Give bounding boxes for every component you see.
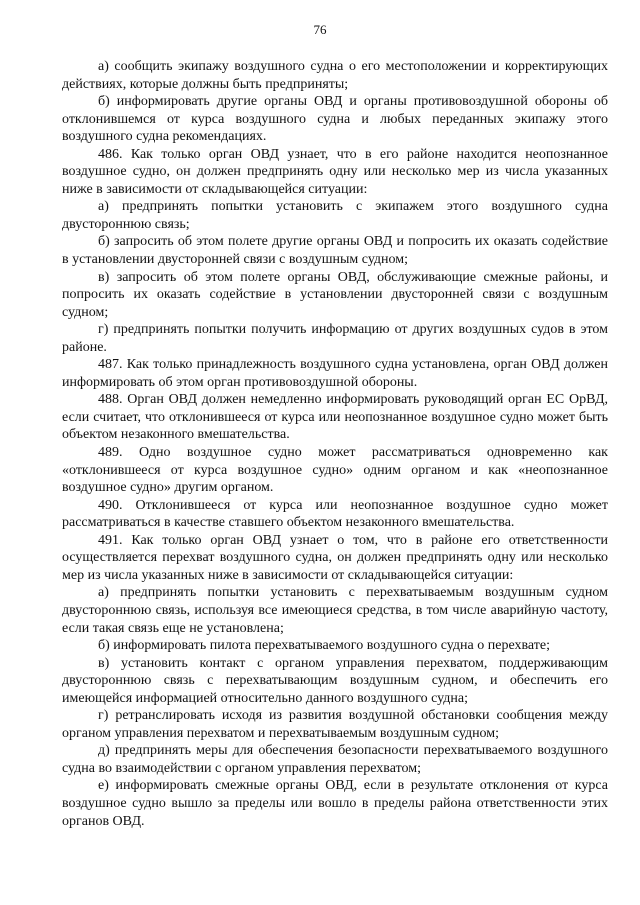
paragraph-491-v: в) установить контакт с органом управления перехватом, поддерживающим двустороннюю связь с перехватывающим воздушным судном, и обеспечить его имеющейся информацией относительно данного воздушного судна;	[62, 655, 608, 706]
paragraph-488: 488. Орган ОВД должен немедленно информировать руководящий орган ЕС ОрВД, если считает, что отклонившееся от курса или неопознанное воздушное судно может быть объектом незаконного вмешательства.	[62, 392, 608, 443]
paragraph-485-b: б) информировать другие органы ОВД и органы противовоздушной обороны об отклонившемся от курса воздушного судна и любых переданных экипажу этого воздушного судна рекомендациях.	[62, 94, 608, 145]
paragraph-486: 486. Как только орган ОВД узнает, что в его районе находится неопознанное воздушное судно, он должен предпринять одну или несколько мер из числа указанных ниже в зависимости от складывающейся ситуации:	[62, 146, 608, 197]
paragraph-491: 491. Как только орган ОВД узнает о том, что в районе его ответственности осуществляется перехват воздушного судна, он должен предпринять одну или несколько мер из числа указанных ниже в зависимости от складывающейся ситуации:	[62, 532, 608, 583]
paragraph-490: 490. Отклонившееся от курса или неопознанное воздушное судно может рассматриваться в качестве ставшего объектом незаконного вмешательства.	[62, 497, 608, 531]
paragraph-491-e: е) информировать смежные органы ОВД, если в результате отклонения от курса воздушное судно вышло за пределы или вошло в пределы района ответственности этих органов ОВД.	[62, 778, 608, 829]
paragraph-485-a: а) сообщить экипажу воздушного судна о его местоположении и корректирующих действиях, которые должны быть предприняты;	[62, 59, 608, 92]
paragraph-491-a: а) предпринять попытки установить с перехватываемым воздушным судном двустороннюю связь, используя все имеющиеся средства, в том числе аварийную частоту, если такая связь еще не установлена;	[62, 585, 608, 636]
paragraph-489: 489. Одно воздушное судно может рассматриваться одновременно как «отклонившееся от курса воздушное судно» одним органом и как «неопознанное воздушное судно» другим органом.	[62, 445, 608, 496]
document-body	[62, 58, 608, 830]
paragraph-491-d: д) предпринять меры для обеспечения безопасности перехватываемого воздушного судна во взаимодействии с органом управления перехватом;	[62, 743, 608, 776]
paragraph-486-v: в) запросить об этом полете органы ОВД, обслуживающие смежные районы, и попросить их оказать содействие в установлении двусторонней связи с воздушным судном;	[62, 269, 608, 320]
page-number: 76	[313, 22, 327, 37]
paragraph-487: 487. Как только принадлежность воздушного судна установлена, орган ОВД должен информировать об этом орган противовоздушной обороны.	[62, 357, 608, 390]
paragraph-491-g: г) ретранслировать исходя из развития воздушной обстановки сообщения между органом управления перехватом и перехватываемым воздушным судном;	[62, 708, 608, 741]
paragraph-486-g: г) предпринять попытки получить информацию от других воздушных судов в этом районе.	[62, 322, 608, 355]
paragraph-486-b: б) запросить об этом полете другие органы ОВД и попросить их оказать содействие в установлении двусторонней связи с воздушным судном;	[62, 234, 608, 268]
paragraph-486-a: а) предпринять попытки установить с экипажем этого воздушного судна двустороннюю связь;	[62, 199, 608, 232]
paragraph-491-b: б) информировать пилота перехватываемого воздушного судна о перехвате;	[98, 638, 550, 654]
